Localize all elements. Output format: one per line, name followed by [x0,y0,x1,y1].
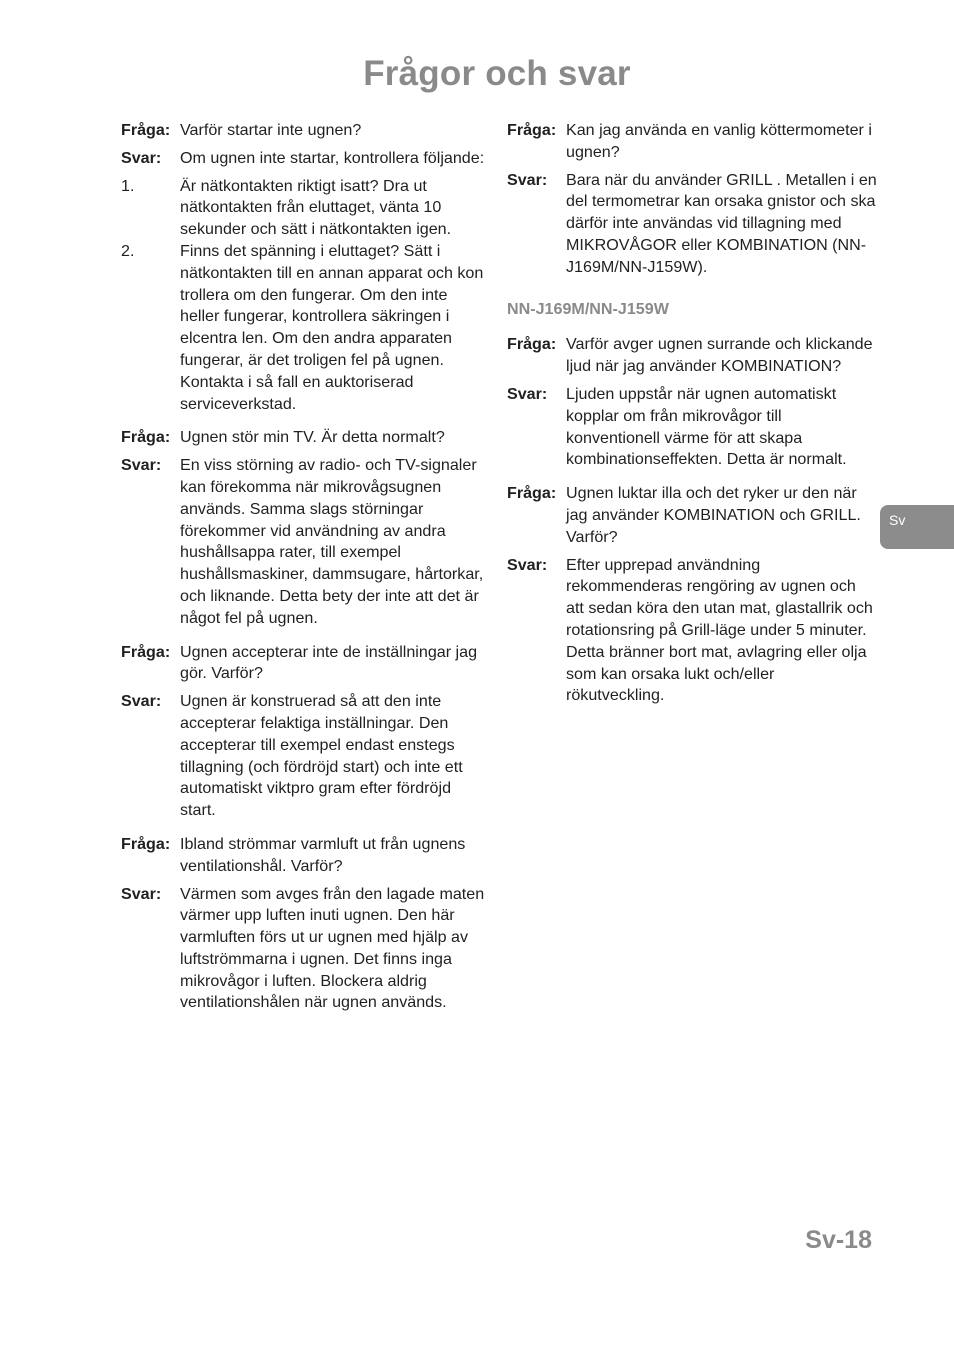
question-row [507,120,877,164]
answer-text: Ljuden uppstår när ugnen automatiskt kopplar om från mikrovågor till konventionell värme för att skapa kombinationseffekten. Detta är normalt. [566,384,847,469]
qa-item [507,483,877,707]
step-number: 1. [121,176,135,195]
question-row [121,427,486,449]
question-text: Varför avger ugnen surrande och klickande ljud när jag använder KOMBINATION? [566,335,873,376]
answer-label: Svar: [507,384,548,403]
question-label: Fråga: [507,121,557,139]
answer-text: En viss störning av radio- och TV-signaler kan förekomma när mikrovågsugnen används. Samma slags störningar förekommer vid användning av andra hushållsappa rater, till exempel hushållsmaskiner, dammsugare, hårtorkar, och liknande. Detta bety der inte att det är något fel på ugnen. [180,456,484,627]
answer-text: Värmen som avges från den lagade maten värmer upp luften inuti ugnen. Den här varmluften förs ut ur ugnen med hjälp av luftströmmarna i ugnen. Det finns inga mikrovågor i luften. Blockera aldrig ventilationshålen när ugnen används. [180,884,485,1012]
left-column [121,120,486,1026]
answer-label: Svar: [507,170,548,189]
answer-row [121,455,486,629]
answer-label: Svar: [121,692,162,711]
answer-label: Svar: [121,456,162,475]
qa-item [507,120,877,279]
language-tab: Sv [880,505,954,549]
question-text: Kan jag använda en vanlig köttermometer i ugnen? [566,121,872,161]
answer-label: Svar: [121,148,162,167]
answer-text: Ugnen är konstruerad så att den inte accepterar felaktiga inställningar. Den accepterar till exempel endast enstegs tillagning (och fördröjd start) och inte ett automatiskt viktpro gram efter fördröjd start. [180,692,463,820]
step-number: 2. [121,241,135,260]
question-row [507,483,877,548]
question-label: Fråga: [121,428,171,447]
answer-row [121,148,486,170]
question-text: Ugnen luktar illa och det ryker ur den när jag använder KOMBINATION och GRILL. Varför? [566,484,861,546]
answer-label: Svar: [507,555,548,574]
answer-text: Efter upprepad användning rekommenderas rengöring av ugnen och att sedan köra den utan mat, glastallrik och rotationsring på Grill-läge under 5 minuter. Detta bränner bort mat, avlagring eller olja som kan orsaka lukt och/eller rökutveckling. [566,555,873,705]
qa-item [121,427,486,629]
numbered-step [121,176,486,241]
question-text: Ibland strömmar varmluft ut från ugnens ventilationshål. Varför? [180,834,466,875]
answer-text: Bara när du använder GRILL . Metallen i en del termometrar kan orsaka gnistor och ska därför inte användas vid tillagning med MIKROVÅGOR eller KOMBINATION (NN-J169M/NN-J159W). [566,170,877,276]
numbered-step [121,241,486,415]
question-label: Fråga: [121,834,171,853]
step-text: Finns det spänning i eluttaget? Sätt i nätkontakten till en annan apparat och kon trollera om den fungerar. Om den inte heller fungerar, kontrollera säkringen i elcentra len. Om den andra apparaten fungerar, är det troligen fel på ugnen. Kontakta i så fall en auktoriserad serviceverkstad. [180,241,484,413]
page-title: Frågor och svar [363,54,631,93]
answer-label: Svar: [121,884,162,903]
answer-row [121,884,486,1015]
question-text: Ugnen stör min TV. Är detta normalt? [180,428,445,447]
question-text: Ugnen accepterar inte de inställningar jag gör. Varför? [180,642,478,683]
answer-row [121,691,486,822]
question-label: Fråga: [121,642,171,661]
question-row [121,120,486,142]
qa-item [507,334,877,471]
question-label: Fråga: [121,121,171,139]
answer-row [507,384,877,471]
qa-item [121,642,486,822]
answer-row [507,555,877,708]
question-label: Fråga: [507,335,557,354]
question-row [121,834,486,878]
question-text: Varför startar inte ugnen? [180,121,362,139]
question-row [121,642,486,686]
question-row [507,334,877,378]
qa-item [121,120,486,415]
right-column [507,120,877,719]
question-label: Fråga: [507,484,557,503]
model-section-heading: NN-J169M/NN-J159W [507,299,669,318]
page-number: Sv-18 [805,1226,872,1254]
answer-text: Om ugnen inte startar, kontrollera följande: [180,148,485,167]
qa-item [121,834,486,1014]
step-text: Är nätkontakten riktigt isatt? Dra ut nätkontakten från eluttaget, vänta 10 sekunder och sätt i nätkontakten igen. [180,176,452,239]
answer-row [507,170,877,279]
